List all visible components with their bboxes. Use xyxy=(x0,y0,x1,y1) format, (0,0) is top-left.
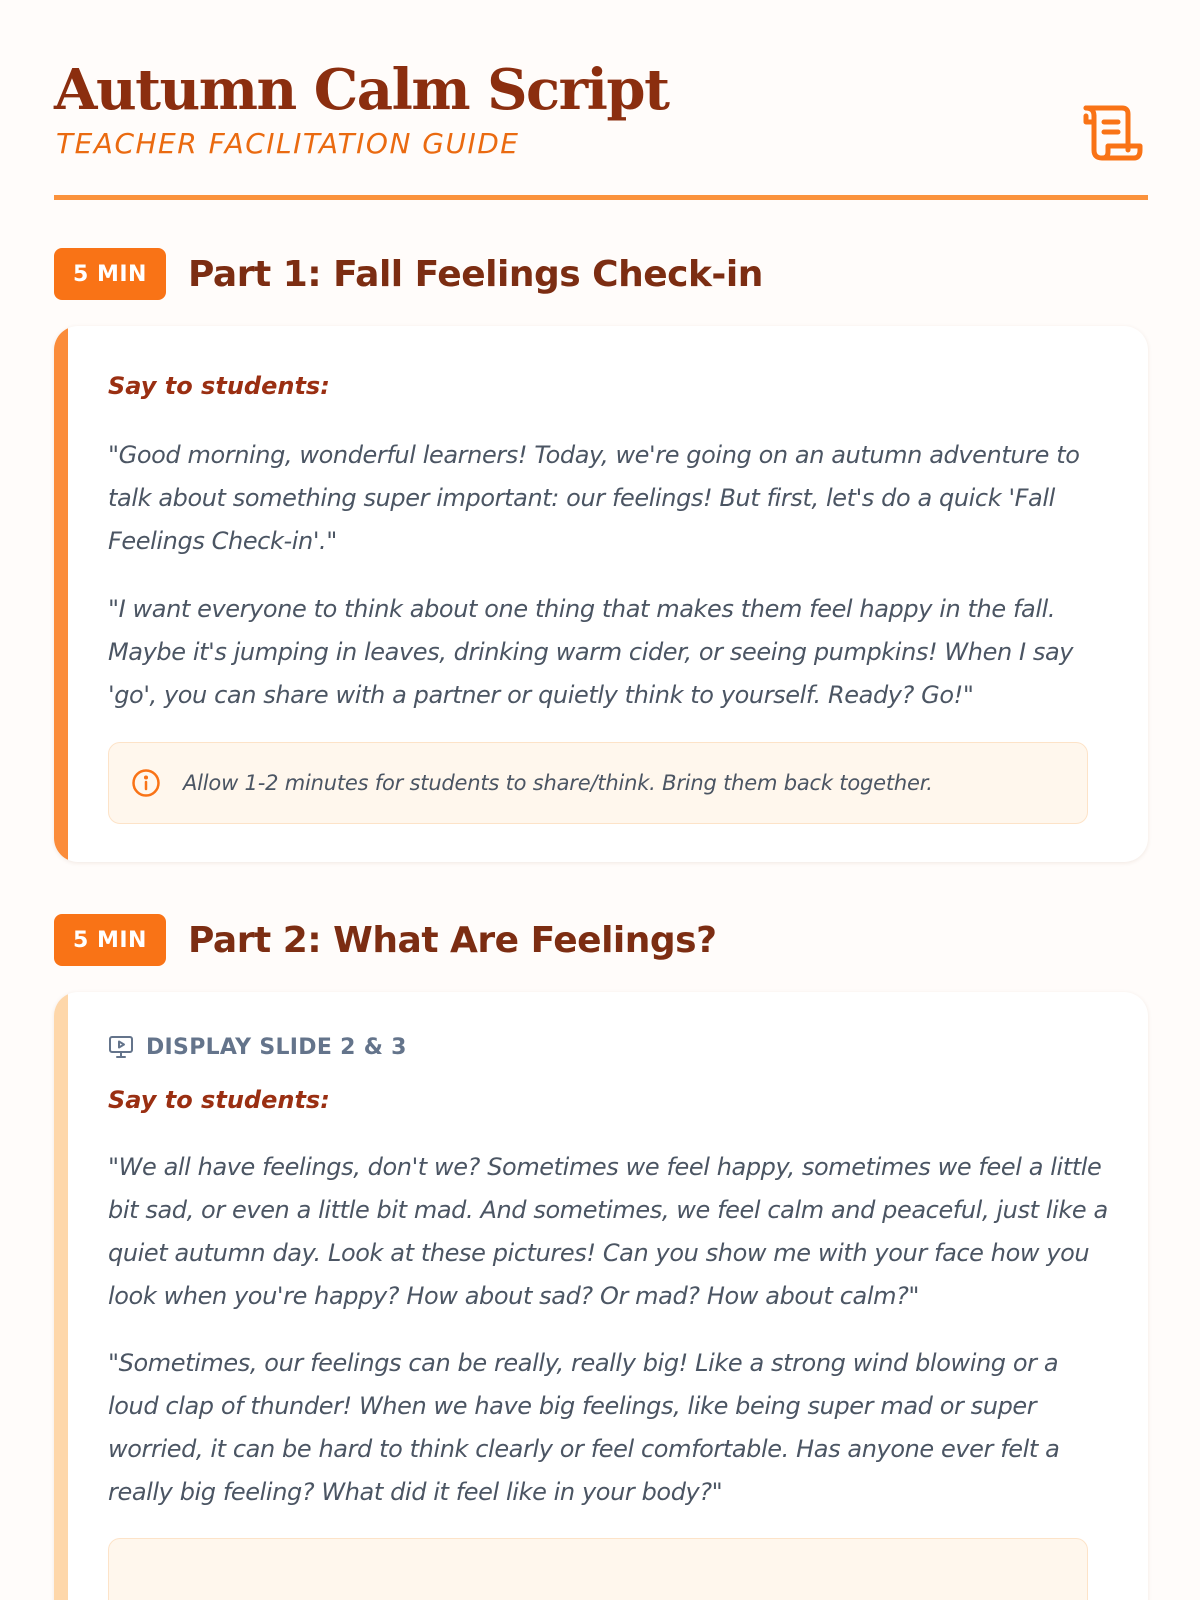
script-card-2 xyxy=(54,992,1148,1600)
script-page xyxy=(54,0,1148,1506)
script-card-1 xyxy=(54,326,1148,862)
duration-badge: 5 MIN xyxy=(54,914,166,966)
script-paragraph: "We all have feelings, don't we? Sometimes we feel happy, sometimes we feel a little bit sad, or even a little bit mad. And sometimes, we feel calm and peaceful, just like a quiet autumn day. Look at these pictures! Can you show me with your face how you look when you're happy? How about sad? Or mad? How about calm?" xyxy=(108,1153,1108,1310)
section-title: Part 2: What Are Feelings? xyxy=(188,919,717,961)
presentation-icon xyxy=(108,1034,134,1060)
display-slide-label: DISPLAY SLIDE 2 & 3 xyxy=(146,1034,407,1060)
note-text: Allow 1-2 minutes for students to share/think. Bring them back together. xyxy=(183,771,933,795)
section-1-header xyxy=(54,248,763,300)
facilitator-note xyxy=(108,742,1088,824)
section-title: Part 1: Fall Feelings Check-in xyxy=(188,253,763,295)
info-icon xyxy=(131,768,161,798)
duration-badge: 5 MIN xyxy=(54,248,166,300)
script-paragraph: "Sometimes, our feelings can be really, really big! Like a strong wind blowing or a loud clap of thunder! When we have big feelings, like being super mad or super worried, it can be hard to think clearly or feel comfortable. Has anyone ever felt a really big feeling? What did it feel like in your body?" xyxy=(108,1349,1060,1506)
section-2-header xyxy=(54,914,716,966)
say-label: Say to students: xyxy=(108,1086,330,1114)
page-header xyxy=(54,0,1148,200)
script-paragraph: "I want everyone to think about one thing that makes them feel happy in the fall. Maybe it's jumping in leaves, drinking warm cider, or seeing pumpkins! When I say 'go', you can share with a partner or quietly think to yourself. Ready? Go!" xyxy=(108,595,1074,709)
page-title: Autumn Calm Script xyxy=(54,57,669,123)
card-accent-bar xyxy=(54,326,68,862)
display-slide-row xyxy=(108,1034,407,1060)
scroll-icon xyxy=(1082,104,1144,162)
facilitator-note xyxy=(108,1538,1088,1600)
say-label: Say to students: xyxy=(108,372,330,400)
card-accent-bar xyxy=(54,992,68,1600)
script-paragraph: "Good morning, wonderful learners! Today, we're going on an autumn adventure to talk about something super important: our feelings! But first, let's do a quick 'Fall Feelings Check-in'." xyxy=(108,441,1080,555)
page-subtitle: TEACHER FACILITATION GUIDE xyxy=(56,127,520,160)
